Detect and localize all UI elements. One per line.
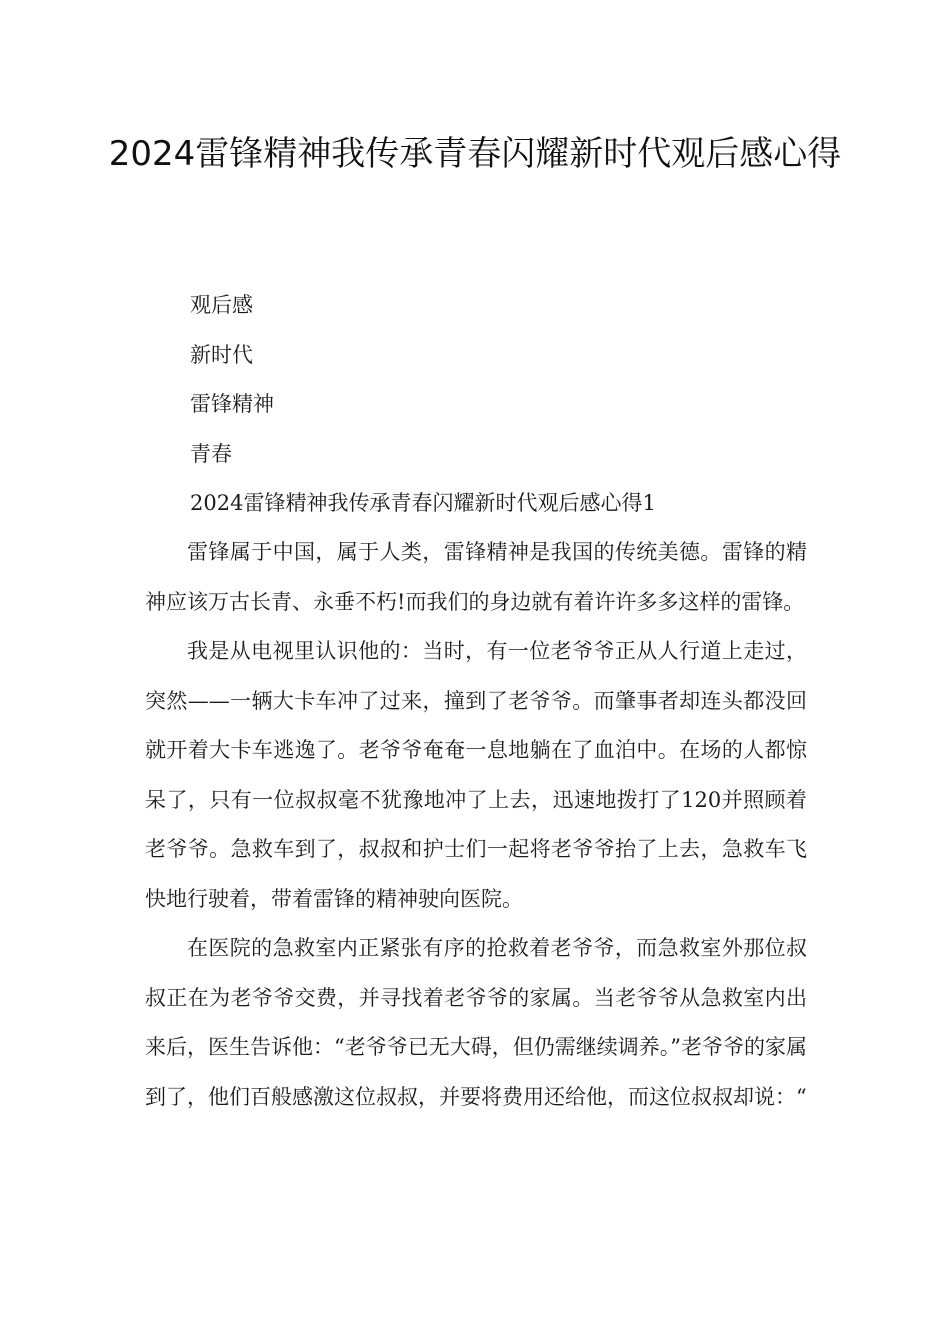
paragraph: 我是从电视里认识他的：当时，有一位老爷爷正从人行道上走过，突然——一辆大卡车冲了过来，撞到了老爷爷。而肇事者却连头都没回就开着大卡车逃逸了。老爷爷奄奄一息地躺在了血泊中。在场的人都惊呆了，只有一位叔叔毫不犹豫地冲了上去，迅速地拨打了120并照顾着老爷爷。急救车到了，叔叔和护士们一起将老爷爷抬了上去，急救车飞快地行驶着，带着雷锋的精神驶向医院。 xyxy=(145,639,807,911)
keyword-item: 新时代 xyxy=(190,342,253,367)
keyword-item: 观后感 xyxy=(190,293,253,317)
section-heading: 2024雷锋精神我传承青春闪耀新时代观后感心得1 xyxy=(190,491,656,515)
keyword-item: 青春 xyxy=(190,441,232,466)
paragraph: 在医院的急救室内正紧张有序的抢救着老爷爷，而急救室外那位叔叔正在为老爷爷交费，并寻找着老爷爷的家属。当老爷爷从急救室内出来后，医生告诉他：“老爷爷已无大碍，但仍需继续调养。”老爷爷的家属到了，他们百般感激这位叔叔，并要将费用还给他，而这位叔叔却说：“ xyxy=(145,936,807,1109)
keyword-list xyxy=(190,281,830,529)
paragraph: 雷锋属于中国，属于人类，雷锋精神是我国的传统美德。雷锋的精神应该万古长青、永垂不朽!而我们的身边就有着许许多多这样的雷锋。 xyxy=(145,540,807,614)
document-title: 2024雷锋精神我传承青春闪耀新时代观后感心得 xyxy=(108,134,842,174)
keyword-item: 雷锋精神 xyxy=(190,392,274,416)
body-text xyxy=(145,528,807,1122)
